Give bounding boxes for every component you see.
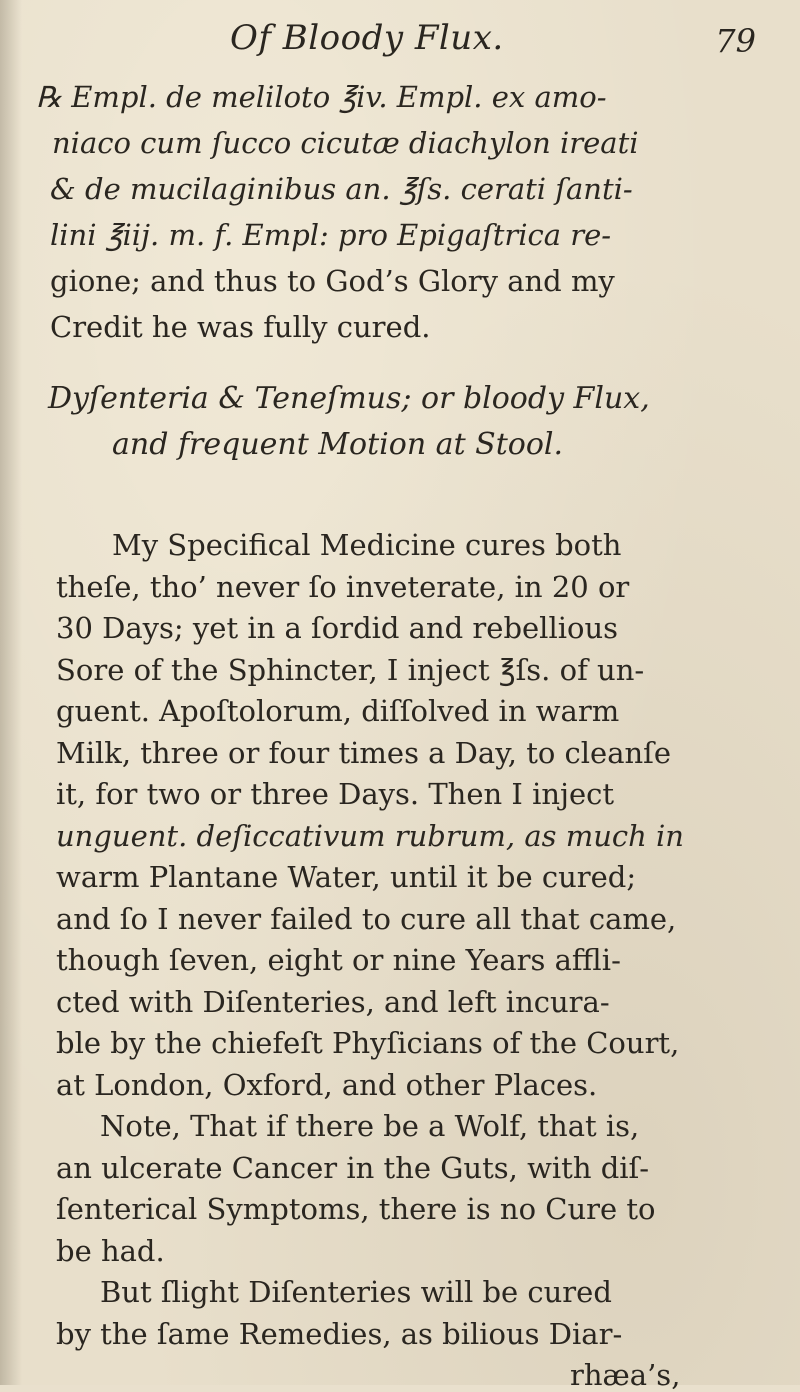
catchword: rhæa’s,: [570, 1358, 681, 1392]
body-line: it, for two or three Days. Then I inject: [56, 777, 615, 811]
page-gutter-shadow: [0, 0, 22, 1385]
body-line: unguent. deſiccativum rubrum, as much in: [56, 819, 684, 853]
body-line: Note, That if there be a Wolf, that is,: [100, 1109, 640, 1143]
section-heading: Dyſenteria & Teneſmus; or bloody Flux,: [48, 381, 650, 416]
body-line: an ulcerate Cancer in the Guts, with diſ-: [56, 1151, 650, 1185]
body-line: 30 Days; yet in a ſordid and rebellious: [56, 611, 619, 645]
prescription-line: ℞ Empl. de meliloto ℥iv. Empl. ex amo-: [36, 80, 607, 114]
body-line: ble by the chiefeſt Phyſicians of the Court,: [56, 1026, 680, 1060]
body-line: theſe, tho’ never ſo inveterate, in 20 or: [56, 570, 630, 604]
body-line: be had.: [56, 1234, 165, 1268]
body-line: by the ſame Remedies, as bilious Diar-: [56, 1317, 623, 1351]
body-line: But ſlight Diſenteries will be cured: [100, 1275, 612, 1309]
body-line: warm Plantane Water, until it be cured;: [56, 860, 637, 894]
body-line: Milk, three or four times a Day, to cleanſe: [56, 736, 672, 770]
body-line: Sore of the Sphincter, I inject ℥ſs. of un-: [56, 653, 645, 687]
page-header: [0, 18, 800, 70]
section-heading: and frequent Motion at Stool.: [112, 427, 564, 462]
body-line: and ſo I never failed to cure all that came,: [56, 902, 677, 936]
body-line: My Specifical Medicine cures both: [112, 528, 622, 562]
body-line: cted with Diſenteries, and left incura-: [56, 985, 610, 1019]
running-title: Of Bloody Flux.: [230, 18, 504, 58]
body-line: ſenterical Symptoms, there is no Cure to: [56, 1192, 656, 1226]
prescription-line: lini ℥iij. m. f. Empl: pro Epigaſtrica re-: [50, 218, 612, 252]
prescription-line: niaco cum ſucco cicutæ diachylon ireati: [52, 126, 639, 160]
prescription-line: gione; and thus to God’s Glory and my: [50, 264, 615, 298]
body-line: guent. Apoſtolorum, diſſolved in warm: [56, 694, 620, 728]
prescription-line: Credit he was fully cured.: [50, 310, 431, 344]
prescription-line: & de mucilaginibus an. ℥ſs. cerati ſanti-: [50, 172, 633, 206]
page-number: 79: [715, 22, 756, 60]
body-line: at London, Oxford, and other Places.: [56, 1068, 598, 1102]
body-line: though ſeven, eight or nine Years affli-: [56, 943, 621, 977]
